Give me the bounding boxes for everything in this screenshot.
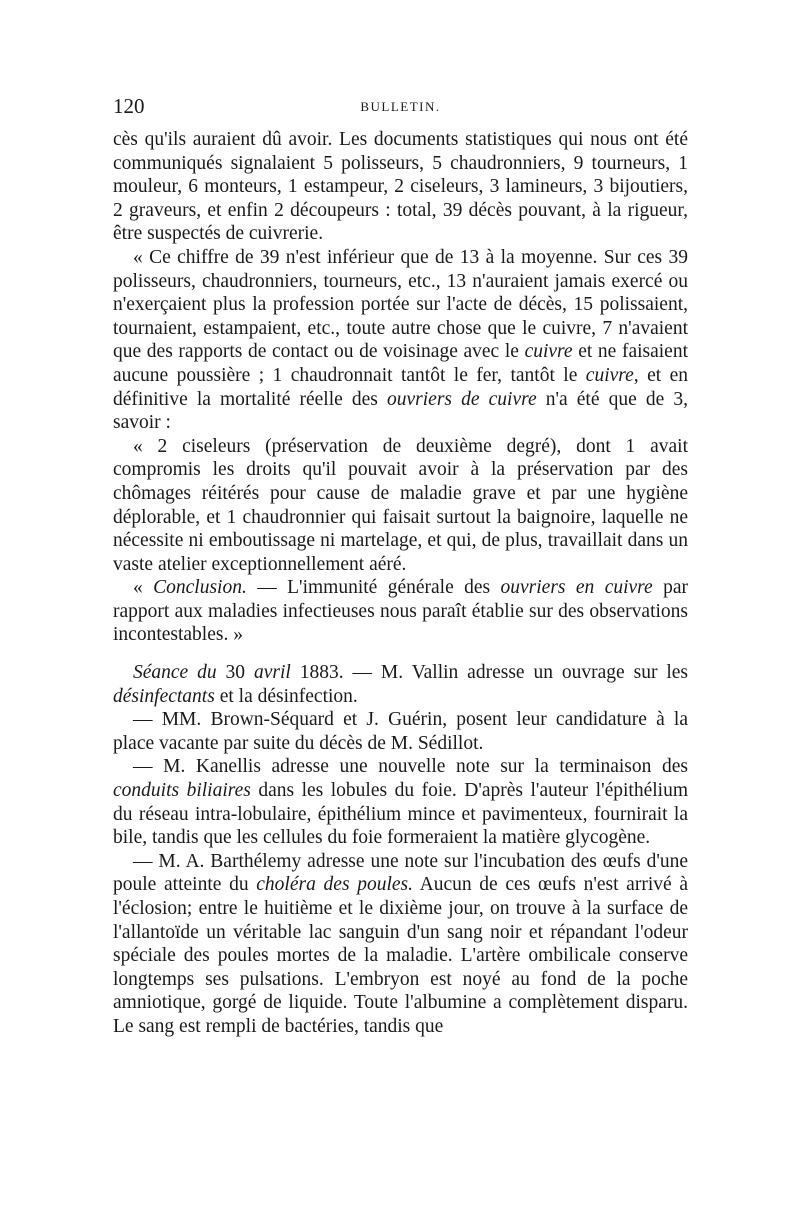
text-run: par rapport aux maladies infectieuses nous paraît établie sur des observations incontestables. » xyxy=(113,577,688,646)
text-run: 1883. — M. Vallin adresse un ouvrage sur les xyxy=(290,662,689,684)
italic-run: avril xyxy=(253,662,291,684)
text-run: « Ce chiffre de 39 n'est inférieur que de 13 à la moyenne. Sur ces 39 polisseurs, chaudronniers, tourneurs, etc., 13 n'auraient jamais exercé ou n'exerçaient plus la profession portée sur l'acte de décès, 15 polissaient, tournaient, estampaient, etc., toute autre chose que le cuivre, 7 n'avaient que des rapports de contact ou de voisinage avec le xyxy=(113,246,688,363)
text-run: — M. A. Barthélemy adresse une note sur l'incubation des œufs d'une poule atteinte du xyxy=(113,850,688,896)
text-run: cès qu'ils auraient dû avoir. Les documents statistiques qui nous ont été communiqués signalaient 5 polisseurs, 5 chaudronniers, 9 tourneurs, 1 mouleur, 6 monteurs, 1 estampeur, 2 ciseleurs, 3 lamineurs, 3 bijoutiers, 2 graveurs, et enfin 2 découpeurs : total, 39 décès pouvant, à la rigueur, être suspectés de cuivrerie. xyxy=(113,129,688,245)
page-number: 120 xyxy=(113,94,145,118)
text-run: n'a été que de 3, savoir : xyxy=(113,388,688,434)
text-run: 30 xyxy=(216,662,254,684)
text-run: « xyxy=(133,577,154,599)
text-run: Aucun de ces œufs n'est arrivé à l'éclosion; entre le huitième et le dixième jour, on trouve à la surface de l'allantoïde un véritable lac sanguin d'un sang noir et répandant l'odeur spéciale des poules mortes de la maladie. L'artère ombilicale conserve longtemps ses pulsations. L'embryon est noyé au fond de la poche amniotique, gorgé de liquide. Toute l'albumine a complètement disparu. Le sang est rempli de bactéries, tandis que xyxy=(113,874,688,1037)
italic-run: ouvriers en cuivre xyxy=(500,577,653,599)
italic-run: cuivre xyxy=(524,341,573,363)
italic-run: cuivre, xyxy=(585,364,639,386)
italic-run: Conclusion. xyxy=(153,577,247,599)
paragraph-quote-conclusion xyxy=(113,576,688,647)
italic-run: choléra des poules. xyxy=(256,874,414,896)
italic-run: Séance du xyxy=(133,662,217,684)
running-title: BULLETIN. xyxy=(360,99,441,114)
paragraph-quote-mortality xyxy=(113,246,688,435)
paragraph-barthelemy xyxy=(113,850,688,1039)
body-text xyxy=(113,128,688,1039)
italic-run: désinfectants xyxy=(113,685,215,707)
page-header xyxy=(113,94,688,124)
paragraph-candidature xyxy=(113,708,688,755)
text-run: et en définitive la mortalité réelle des xyxy=(113,364,689,410)
italic-run: conduits biliaires xyxy=(113,780,251,802)
text-run: et la désinfection. xyxy=(214,685,358,707)
paragraph-kanellis xyxy=(113,755,688,849)
text-run: et ne faisaient aucune poussière ; 1 chaudronnait tantôt le fer, tantôt le xyxy=(113,341,689,386)
text-run: « 2 ciseleurs (préservation de deuxième degré), dont 1 avait compromis les droits qu'il pouvait avoir à la préservation par des chômages réitérés pour cause de maladie grave et par une hygiène déplorable, et 1 chaudronnier qui faisait surtout la baignoire, laquelle ne nécessite ni emboutissage ni martelage, et qui, de plus, travaillait dans un vaste atelier exceptionnellement aéré. xyxy=(113,435,688,575)
text-run: — MM. Brown-Séquard et J. Guérin, posent leur candidature à la place vacante par suite du décès de M. Sédillot. xyxy=(113,709,688,754)
text-run: — L'immunité générale des xyxy=(246,577,501,599)
italic-run: ouvriers de cuivre xyxy=(387,388,537,410)
paragraph-quote-cases xyxy=(113,435,688,577)
text-run: dans les lobules du foie. D'après l'auteur l'épithélium du réseau intra-lobulaire, épithélium mince et pavimenteux, fournirait la bile, tandis que les cellules du foie formeraient la matière glycogène. xyxy=(113,780,688,849)
text-run: — M. Kanellis adresse une nouvelle note sur la terminaison des xyxy=(133,756,688,778)
paragraph-continuation xyxy=(113,128,688,246)
paragraph-session-header xyxy=(113,661,688,708)
